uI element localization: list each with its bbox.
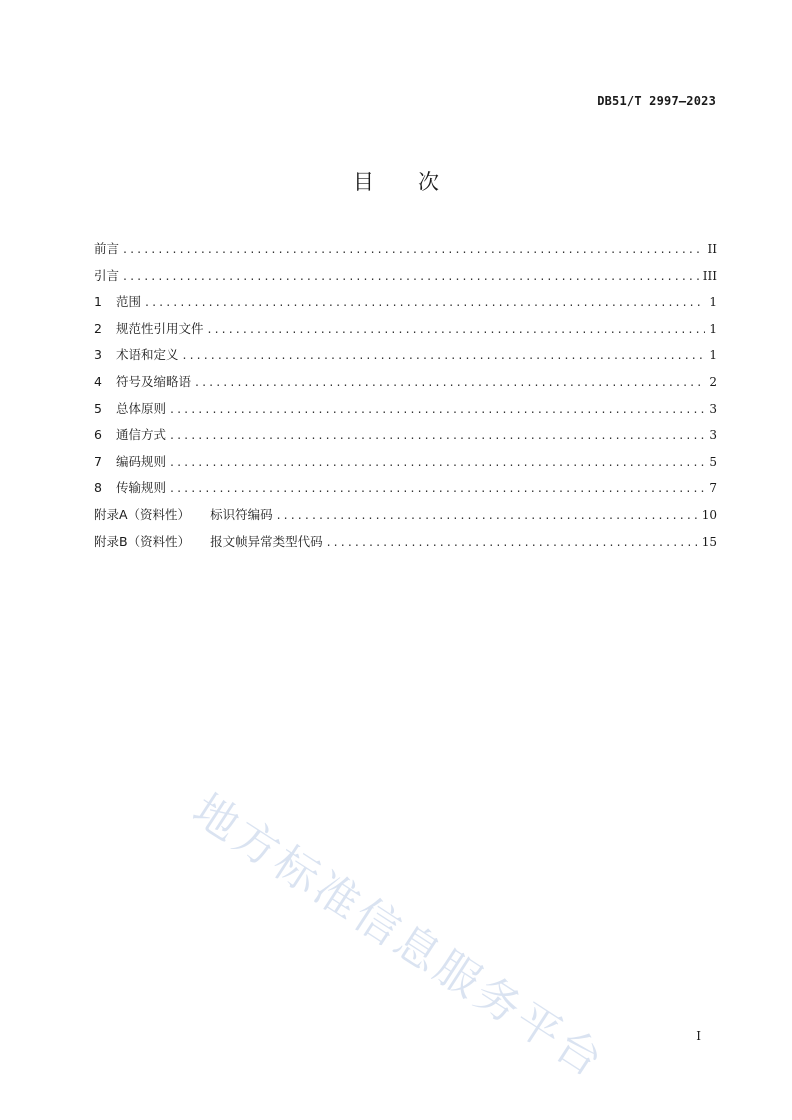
toc-entry-number: 8 (94, 480, 102, 496)
toc-entry-foreword[interactable] (94, 236, 717, 263)
toc-entry-scope[interactable] (94, 289, 717, 316)
toc-entry-normative-references[interactable] (94, 316, 717, 343)
toc-entry-label: 范围 (116, 294, 142, 310)
toc-entry-page: II (707, 242, 717, 256)
toc-entry-number: 2 (94, 320, 102, 336)
toc-appendix-tag: 附录A（资料性） (94, 506, 191, 522)
toc-entry-label: 规范性引用文件 (116, 320, 204, 336)
toc-title: 目次 (353, 170, 483, 194)
toc-entry-label: 术语和定义 (116, 347, 179, 363)
toc-leader-dots (170, 475, 705, 502)
toc-entry-page: 2 (709, 374, 717, 389)
toc-entry-label: 符号及缩略语 (116, 373, 192, 389)
toc-entry-transmission-rules[interactable] (94, 475, 717, 502)
toc-entry-appendix-b[interactable] (94, 529, 717, 556)
toc-entry-label: 传输规则 (116, 480, 167, 496)
toc-leader-dots (277, 502, 698, 529)
toc-entry-label: 标识符编码 (210, 506, 273, 522)
toc-entry-page: 10 (701, 507, 717, 522)
toc-entry-number: 1 (94, 294, 102, 310)
toc-entry-label: 通信方式 (116, 427, 167, 443)
toc-entry-terms[interactable] (94, 342, 717, 369)
toc-leader-dots (208, 316, 706, 343)
toc-leader-dots (123, 263, 699, 290)
toc-leader-dots (170, 396, 705, 423)
page-number: I (696, 1029, 701, 1043)
toc-entry-number: 5 (94, 400, 102, 416)
toc-entry-general-principles[interactable] (94, 396, 717, 423)
toc-entry-page: 1 (709, 295, 717, 310)
toc-entry-number: 3 (94, 347, 102, 363)
toc-leader-dots (183, 342, 706, 369)
toc-entry-label: 前言 (94, 241, 120, 256)
watermark: 地方标准信息服务平台 (183, 784, 614, 1089)
toc-entry-number: 7 (94, 453, 102, 469)
toc-entry-label: 总体原则 (116, 400, 167, 416)
toc-entry-page: 3 (709, 401, 717, 416)
toc-entry-introduction[interactable] (94, 263, 717, 290)
toc-entry-number: 6 (94, 427, 102, 443)
toc-entry-page: 7 (709, 481, 717, 496)
toc-entry-label: 引言 (94, 267, 120, 283)
toc-entry-encoding-rules[interactable] (94, 449, 717, 476)
toc-entry-page: 1 (709, 348, 717, 363)
toc-leader-dots (170, 422, 705, 449)
toc-entry-communication[interactable] (94, 422, 717, 449)
toc-appendix-tag: 附录B（资料性） (94, 533, 191, 549)
toc-entry-page: 15 (701, 534, 717, 549)
toc-entry-appendix-a[interactable] (94, 502, 717, 529)
toc-entry-number: 4 (94, 373, 102, 389)
toc-entry-page: 3 (709, 428, 717, 443)
toc-entry-page: 1 (709, 321, 717, 336)
table-of-contents (94, 236, 717, 555)
toc-entry-label: 报文帧异常类型代码 (210, 533, 323, 549)
toc-leader-dots (145, 289, 705, 316)
toc-leader-dots (195, 369, 705, 396)
toc-leader-dots (170, 449, 705, 476)
toc-entry-page: III (702, 268, 717, 283)
toc-entry-symbols[interactable] (94, 369, 717, 396)
standard-code: DB51/T 2997—2023 (597, 94, 716, 108)
toc-leader-dots (327, 529, 698, 556)
toc-leader-dots (123, 236, 704, 263)
toc-entry-label: 编码规则 (116, 453, 167, 469)
toc-entry-page: 5 (709, 454, 717, 469)
